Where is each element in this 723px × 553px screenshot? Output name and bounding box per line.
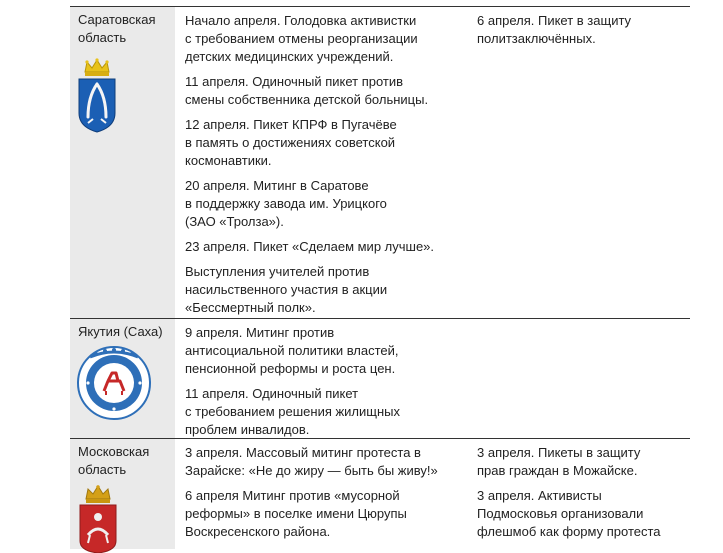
events-cell-secondary	[467, 7, 690, 318]
yakutia-coat-of-arms-icon	[76, 345, 152, 421]
events-cell	[175, 439, 467, 549]
table-row	[70, 318, 690, 438]
event-item: 20 апреля. Митинг в Саратове в поддержку завода им. Урицкого (ЗАО «Тролза»).	[185, 178, 387, 229]
event-item: 11 апреля. Одиночный пикет против смены собственника детской больницы.	[185, 74, 429, 107]
event-item: 12 апреля. Пикет КПРФ в Пугачёве в память о достижениях советской космонавтики.	[185, 117, 397, 168]
events-cell-secondary	[467, 319, 690, 438]
protest-events-table	[70, 6, 690, 549]
event-item: Выступления учителей против насильственного участия в акции «Бессмертный полк».	[185, 264, 388, 315]
event-item: 23 апреля. Пикет «Сделаем мир лучше».	[185, 239, 435, 254]
region-cell	[70, 7, 175, 318]
event-item: 3 апреля. Пикеты в защиту прав граждан в Можайске.	[477, 445, 641, 478]
region-name: Саратовская область	[78, 12, 156, 45]
region-name: Московская область	[78, 444, 150, 477]
event-item: 6 апреля. Пикет в защиту политзаключённых.	[477, 13, 632, 46]
region-cell	[70, 319, 175, 438]
event-item: 9 апреля. Митинг против антисоциальной политики властей, пенсионной реформы и роста цен.	[185, 325, 399, 376]
region-name: Якутия (Саха)	[78, 324, 163, 339]
moscow-oblast-coat-of-arms-icon	[76, 483, 120, 553]
events-cell	[175, 7, 467, 318]
region-cell	[70, 439, 175, 549]
events-cell-secondary	[467, 439, 690, 549]
table-row	[70, 6, 690, 318]
event-item: 11 апреля. Одиночный пикет с требованием решения жилищных проблем инвалидов.	[185, 386, 401, 437]
saratov-coat-of-arms-icon	[76, 57, 118, 133]
event-item: 6 апреля Митинг против «мусорной реформы» в поселке имени Цюрупы Воскресенского района.	[185, 488, 407, 539]
table-row	[70, 438, 690, 549]
event-item: 3 апреля. Массовый митинг протеста в Зарайске: «Не до жиру — быть бы живу!»	[185, 445, 438, 478]
event-item: Начало апреля. Голодовка активистки с требованием отмены реорганизации детских медицинских учреждений.	[185, 13, 418, 64]
event-item: 3 апреля. Активисты Подмосковья организовали флешмоб как форму протеста	[477, 488, 661, 539]
events-cell	[175, 319, 467, 438]
